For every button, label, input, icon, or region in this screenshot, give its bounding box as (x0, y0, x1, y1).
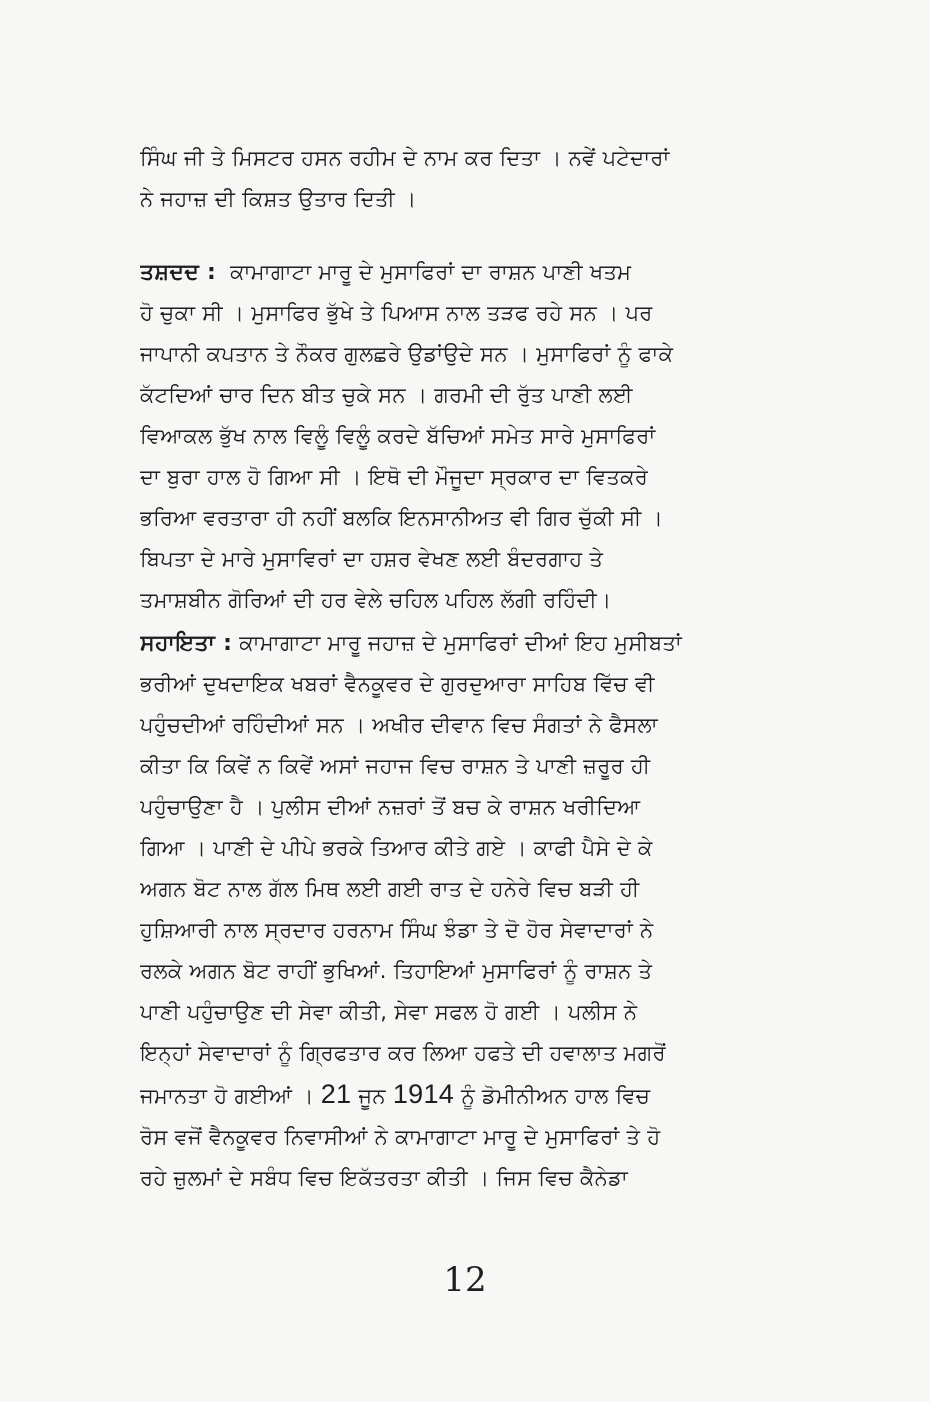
text-line (140, 623, 800, 664)
text-line: ਬਿਪਤਾ ਦੇ ਮਾਰੇ ਮੁਸਾਵਿਰਾਂ ਦਾ ਹਸ਼ਰ ਵੇਖਣ ਲਈ ਬੰਦਰਗਾਹ ਤੇ (140, 547, 604, 571)
date-line (140, 1074, 800, 1117)
sahayta-first-line-text: ਕਾਮਾਗਾਟਾ ਮਾਰੂ ਜਹਾਜ਼ ਦੇ ਮੁਸਾਫਿਰਾਂ ਦੀਆਂ ਇਹ ਮੁਸੀਬਤਾਂ (239, 631, 683, 655)
sahayta-heading: ਸਹਾਇਤਾ : (140, 631, 233, 656)
date-line-after: ਨੂੰ ਡੋਮੀਨੀਅਨ ਹਾਲ ਵਿਚ (461, 1084, 651, 1108)
text-line: ਰੋਸ ਵਜੋਂ ਵੈਨਕੂਵਰ ਨਿਵਾਸੀਆਂ ਨੇ ਕਾਮਾਗਾਟਾ ਮਾਰੂ ਦੇ ਮੁਸਾਫਿਰਾਂ ਤੇ ਹੋ (140, 1125, 661, 1149)
tashadad-first-line-text: ਕਾਮਾਗਾਟਾ ਮਾਰੂ ਦੇ ਮੁਸਾਫਿਰਾਂ ਦਾ ਰਾਸ਼ਨ ਪਾਣੀ ਖਤਮ (230, 260, 632, 284)
sahayta-paragraph (140, 623, 800, 1199)
text-line: ਪਹੁੰਚਦੀਆਂ ਰਹਿੰਦੀਆਂ ਸਨ । ਅਖੀਰ ਦੀਵਾਨ ਵਿਚ ਸੰਗਤਾਂ ਨੇ ਫੈਸਲਾ (140, 713, 658, 737)
date-month: ਜੂਨ (358, 1084, 386, 1108)
date-year: 1914 (392, 1079, 455, 1109)
text-line: ਕੱਟਦਿਆਂ ਚਾਰ ਦਿਨ ਬੀਤ ਚੁਕੇ ਸਨ । ਗਰਮੀ ਦੀ ਰੁੱਤ ਪਾਣੀ ਲਈ (140, 383, 633, 407)
text-line: ਭਰਿਆ ਵਰਤਾਰਾ ਹੀ ਨਹੀਂ ਬਲਕਿ ਇਨਸਾਨੀਅਤ ਵੀ ਗਿਰ ਚੁੱਕੀ ਸੀ । (140, 506, 664, 530)
text-line: ਕੀਤਾ ਕਿ ਕਿਵੇਂ ਨ ਕਿਵੇਂ ਅਸਾਂ ਜਹਾਜ ਵਿਚ ਰਾਸ਼ਨ ਤੇ ਪਾਣੀ ਜ਼ਰੂਰ ਹੀ (140, 754, 651, 778)
text-line: ਪਹੁੰਚਾਉਣਾ ਹੈ । ਪੁਲੀਸ ਦੀਆਂ ਨਜ਼ਰਾਂ ਤੋਂ ਬਚ ਕੇ ਰਾਸ਼ਨ ਖਰੀਦਿਆ (140, 795, 641, 819)
text-line (140, 252, 800, 293)
page-number: 12 (443, 1260, 487, 1300)
text-line: ਗਿਆ । ਪਾਣੀ ਦੇ ਪੀਪੇ ਭਰਕੇ ਤਿਆਰ ਕੀਤੇ ਗਏ । ਕਾਫੀ ਪੈਸੇ ਦੇ ਕੇ (140, 836, 653, 860)
date-day: 21 (320, 1079, 352, 1109)
text-line: ਰਲਕੇ ਅਗਨ ਬੋਟ ਰਾਹੀਂ ਭੁਖਿਆਂ. ਤਿਹਾਇਆਂ ਮੁਸਾਫਿਰਾਂ ਨੂੰ ਰਾਸ਼ਨ ਤੇ (140, 959, 653, 983)
text-line: ਪਾਣੀ ਪਹੁੰਚਾਉਣ ਦੀ ਸੇਵਾ ਕੀਤੀ, ਸੇਵਾ ਸਫਲ ਹੋ ਗਈ । ਪਲੀਸ ਨੇ (140, 1000, 638, 1024)
text-line: ਵਿਆਕਲ ਭੁੱਖ ਨਾਲ ਵਿਲੂੰ ਵਿਲੂੰ ਕਰਦੇ ਬੱਚਿਆਂ ਸਮੇਤ ਸਾਰੇ ਮੁਸਾਫਿਰਾਂ (140, 424, 656, 448)
text-line: ਜਾਪਾਨੀ ਕਪਤਾਨ ਤੇ ਨੌਕਰ ਗੁਲਛਰੇ ਉਡਾਂਉਦੇ ਸਨ । ਮੁਸਾਫਿਰਾਂ ਨੂੰ ਫਾਕੇ (140, 342, 674, 366)
text-line: ਤਮਾਸ਼ਬੀਨ ਗੋਰਿਆਂ ਦੀ ਹਰ ਵੇਲੇ ਚਹਿਲ ਪਹਿਲ ਲੱਗੀ ਰਹਿੰਦੀ। (140, 588, 612, 612)
text-line: ਦਾ ਬੁਰਾ ਹਾਲ ਹੋ ਗਿਆ ਸੀ । ਇਥੋ ਦੀ ਮੌਜੂਦਾ ਸ੍ਰਕਾਰ ਦਾ ਵਿਤਕਰੇ (140, 465, 649, 489)
text-line: ਇਨ੍ਹਾਂ ਸੇਵਾਦਾਰਾਂ ਨੂੰ ਗ੍ਰਿਫਤਾਰ ਕਰ ਲਿਆ ਹਫਤੇ ਦੀ ਹਵਾਲਾਤ ਮਗਰੋਂ (140, 1041, 666, 1065)
text-line: ਹੋ ਚੁਕਾ ਸੀ । ਮੁਸਾਫਿਰ ਭੁੱਖੇ ਤੇ ਪਿਆਸ ਨਾਲ ਤੜਫ ਰਹੇ ਸਨ । ਪਰ (140, 301, 653, 325)
text-line: ਹੁਸ਼ਿਆਰੀ ਨਾਲ ਸ੍ਰਦਾਰ ਹਰਨਾਮ ਸਿੰਘ ਝੰਡਾ ਤੇ ਦੋ ਹੋਰ ਸੇਵਾਦਾਰਾਂ ਨੇ (140, 918, 654, 942)
text-line: ਰਹੇ ਜ਼ੁਲਮਾਂ ਦੇ ਸਬੰਧ ਵਿਚ ਇਕੱਤਰਤਾ ਕੀਤੀ । ਜਿਸ ਵਿਚ ਕੈਨੇਡਾ (140, 1166, 629, 1190)
tashadad-heading: ਤਸ਼ਦਦ : (140, 260, 217, 285)
text-line: ਸਿੰਘ ਜੀ ਤੇ ਮਿਸਟਰ ਹਸਨ ਰਹੀਮ ਦੇ ਨਾਮ ਕਰ ਦਿਤਾ । ਨਵੇਂ ਪਟੇਦਾਰਾਂ (140, 146, 670, 170)
text-line: ਅਗਨ ਬੋਟ ਨਾਲ ਗੱਲ ਮਿਥ ਲਈ ਗਈ ਰਾਤ ਦੇ ਹਨੇਰੇ ਵਿਚ ਬੜੀ ਹੀ (140, 877, 640, 901)
date-line-before: ਜਮਾਨਤਾ ਹੋ ਗਈਆਂ । (140, 1084, 314, 1108)
text-line: ਭਰੀਆਂ ਦੁਖਦਾਇਕ ਖਬਰਾਂ ਵੈਨਕੂਵਰ ਦੇ ਗੁਰਦੁਆਰਾ ਸਾਹਿਬ ਵਿੱਚ ਵੀ (140, 672, 655, 696)
intro-paragraph (140, 138, 800, 220)
tashadad-paragraph (140, 252, 800, 621)
text-line: ਨੇ ਜਹਾਜ਼ ਦੀ ਕਿਸ਼ਤ ਉਤਾਰ ਦਿਤੀ । (140, 187, 417, 211)
